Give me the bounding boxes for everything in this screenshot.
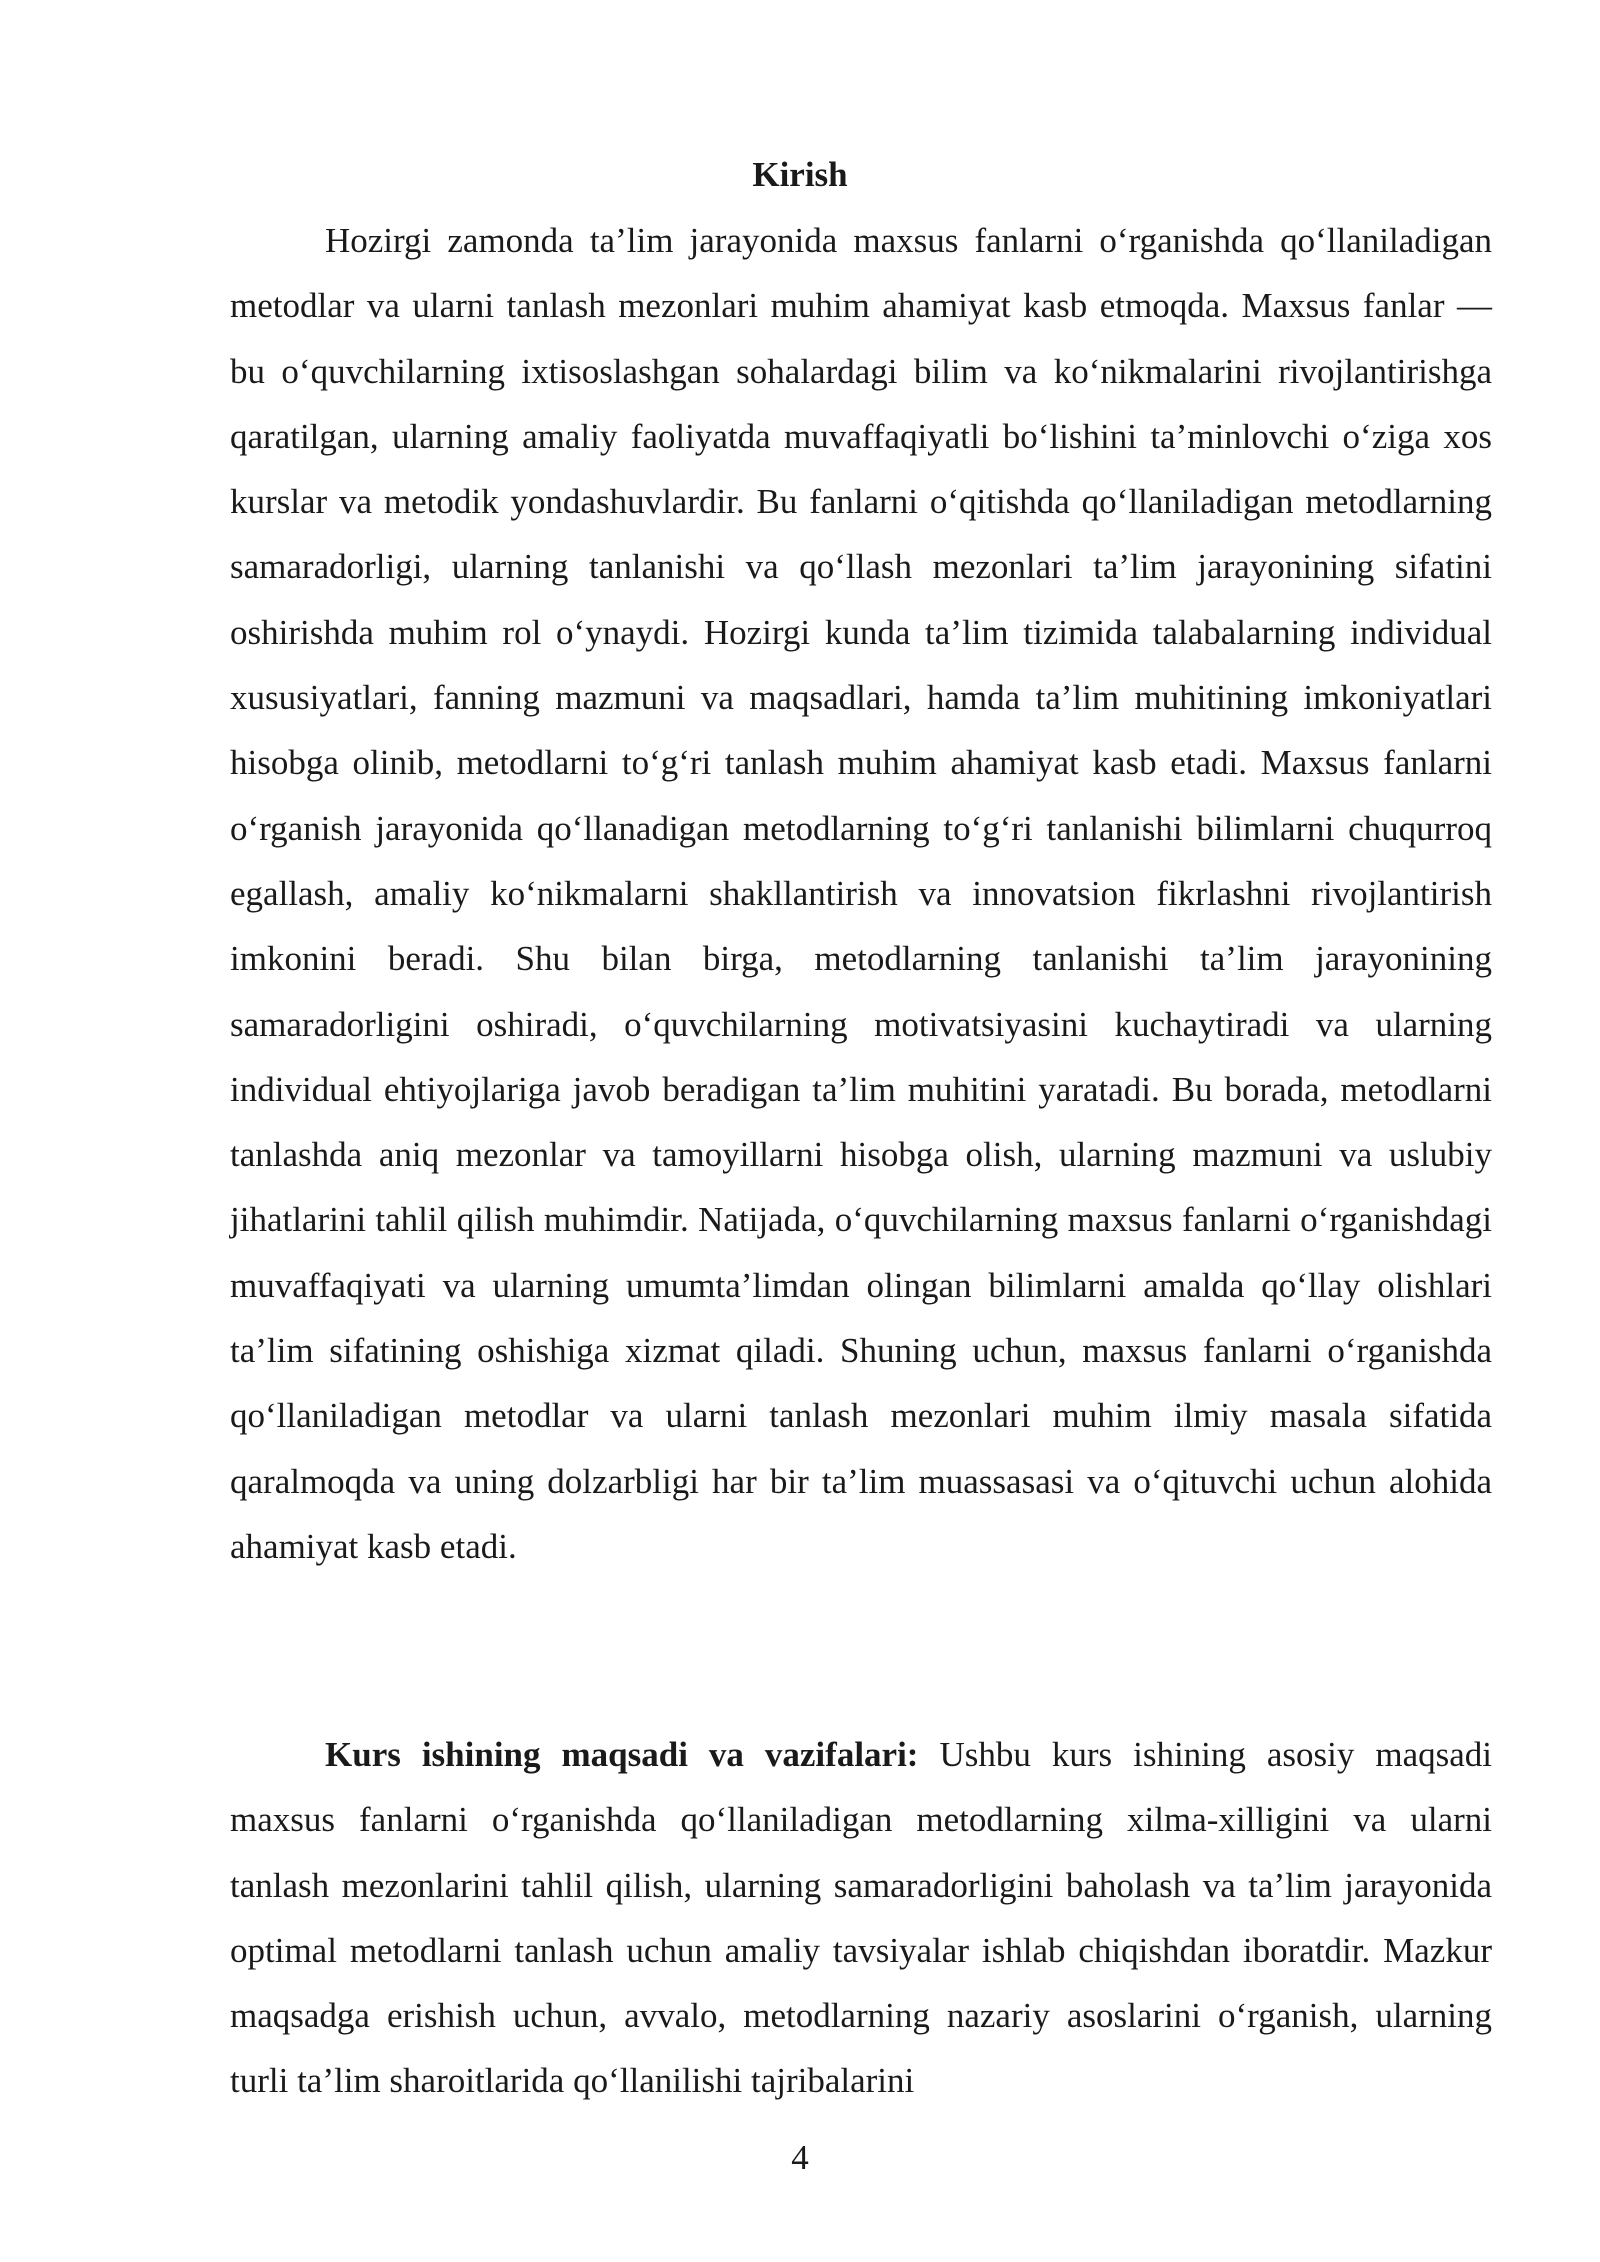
goals-paragraph-text: Ushbu kurs ishining asosiy maqsadi maxsus fanlarni o‘rganishda qo‘llaniladigan metodlarning xilma-xilligini va ularni tanlash mezonlarini tahlil qilish, ularning samaradorligini baholash va ta’lim jarayonida optimal metodlarni tanlash uchun amaliy tavsiyalar ishlab chiqishdan iboratdir. Mazkur maqsadga erishish uchun, avvalo, metodlarning nazariy asoslarini o‘rganish, ularning turli ta’lim sharoitlarida qo‘llanilishi tajribalarini — [230, 1735, 1492, 2101]
introduction-paragraph: Hozirgi zamonda ta’lim jarayonida maxsus fanlarni o‘rganishda qo‘llaniladigan metodlar va ularni tanlash mezonlari muhim ahamiyat kasb etmoqda. Maxsus fanlar — bu o‘quvchilarning ixtisoslashgan sohalardagi bilim va ko‘nikmalarini rivojlantirishga qaratilgan, ularning amaliy faoliyatda muvaffaqiyatli bo‘lishini ta’minlovchi o‘ziga xos kurslar va metodik yondashuvlardir. Bu fanlarni o‘qitishda qo‘llaniladigan metodlarning samaradorligi, ularning tanlanishi va qo‘llash mezonlari ta’lim jarayonining sifatini oshirishda muhim rol o‘ynaydi. Hozirgi kunda ta’lim tizimida talabalarning individual xususiyatlari, fanning mazmuni va maqsadlari, hamda ta’lim muhitining imkoniyatlari hisobga olinib, metodlarni to‘g‘ri tanlash muhim ahamiyat kasb etadi. Maxsus fanlarni o‘rganish jarayonida qo‘llanadigan metodlarning to‘g‘ri tanlanishi bilimlarni chuqurroq egallash, amaliy ko‘nikmalarni shakllantirish va innovatsion fikrlashni rivojlantirish imkonini beradi. Shu bilan birga, metodlarning tanlanishi ta’lim jarayonining samaradorligini oshiradi, o‘quvchilarning motivatsiyasini kuchaytiradi va ularning individual ehtiyojlariga javob beradigan ta’lim muhitini yaratadi. Bu borada, metodlarni tanlashda aniq mezonlar va tamoyillarni hisobga olish, ularning mazmuni va uslubiy jihatlarini tahlil qilish muhimdir. Natijada, o‘quvchilarning maxsus fanlarni o‘rganishdagi muvaffaqiyati va ularning umumta’limdan olingan bilimlarni amalda qo‘llay olishlari ta’lim sifatining oshishiga xizmat qiladi. Shuning uchun, maxsus fanlarni o‘rganishda qo‘llaniladigan metodlar va ularni tanlash mezonlari muhim ilmiy masala sifatida qaralmoqda va uning dolzarbligi har bir ta’lim muassasasi va o‘qituvchi uchun alohida ahamiyat kasb etadi. — [230, 221, 1492, 1566]
goals-paragraph — [230, 1722, 1492, 2114]
section-heading: Kirish — [752, 155, 848, 194]
page-number: 4 — [791, 2138, 809, 2177]
goals-lead-heading: Kurs ishining maqsadi va vazifalari: — [325, 1735, 919, 1774]
